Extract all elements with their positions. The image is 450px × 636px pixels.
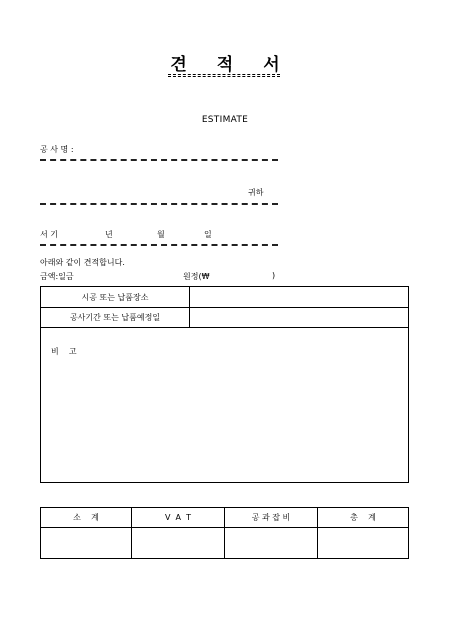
- amount-won-label: 원정(₩: [183, 272, 210, 281]
- vat-header: V A T: [132, 508, 225, 528]
- site-value-cell[interactable]: [190, 287, 409, 308]
- date-line[interactable]: [40, 244, 278, 246]
- date-year: 년: [105, 230, 113, 239]
- remarks-label: 비 고: [51, 347, 77, 356]
- amount-close: ): [272, 271, 276, 280]
- title-underline: [168, 76, 280, 77]
- misc-expense-value-cell[interactable]: [225, 528, 318, 559]
- info-table: [40, 286, 409, 483]
- recipient-suffix: 귀하: [248, 188, 264, 197]
- summary-table: [40, 507, 409, 559]
- subtotal-value-cell[interactable]: [41, 528, 132, 559]
- document-subtitle: ESTIMATE: [201, 115, 249, 125]
- title-char: 서: [263, 55, 280, 75]
- subtotal-header: 소 계: [41, 508, 132, 528]
- total-value-cell[interactable]: [318, 528, 409, 559]
- title-char: 견: [170, 55, 187, 75]
- date-month: 월: [157, 230, 165, 239]
- date-day: 일: [204, 230, 212, 239]
- site-label: 시공 또는 납품장소: [41, 287, 190, 308]
- period-value-cell[interactable]: [190, 308, 409, 328]
- total-header: 총 계: [318, 508, 409, 528]
- period-label: 공사기간 또는 납품예정일: [41, 308, 190, 328]
- recipient-line[interactable]: [40, 203, 278, 205]
- remarks-cell[interactable]: [41, 328, 409, 483]
- project-name-line[interactable]: [40, 159, 278, 161]
- vat-value-cell[interactable]: [132, 528, 225, 559]
- misc-expense-header: 공 과 잡 비: [225, 508, 318, 528]
- date-prefix: 서 기: [40, 230, 58, 239]
- project-name-label: 공 사 명 :: [40, 145, 74, 154]
- amount-label: 금액:일금: [40, 272, 74, 281]
- title-underline: [168, 74, 280, 75]
- title-char: 적: [216, 55, 234, 75]
- document-title: [0, 50, 450, 75]
- intro-text: 아래와 같이 견적합니다.: [40, 258, 125, 267]
